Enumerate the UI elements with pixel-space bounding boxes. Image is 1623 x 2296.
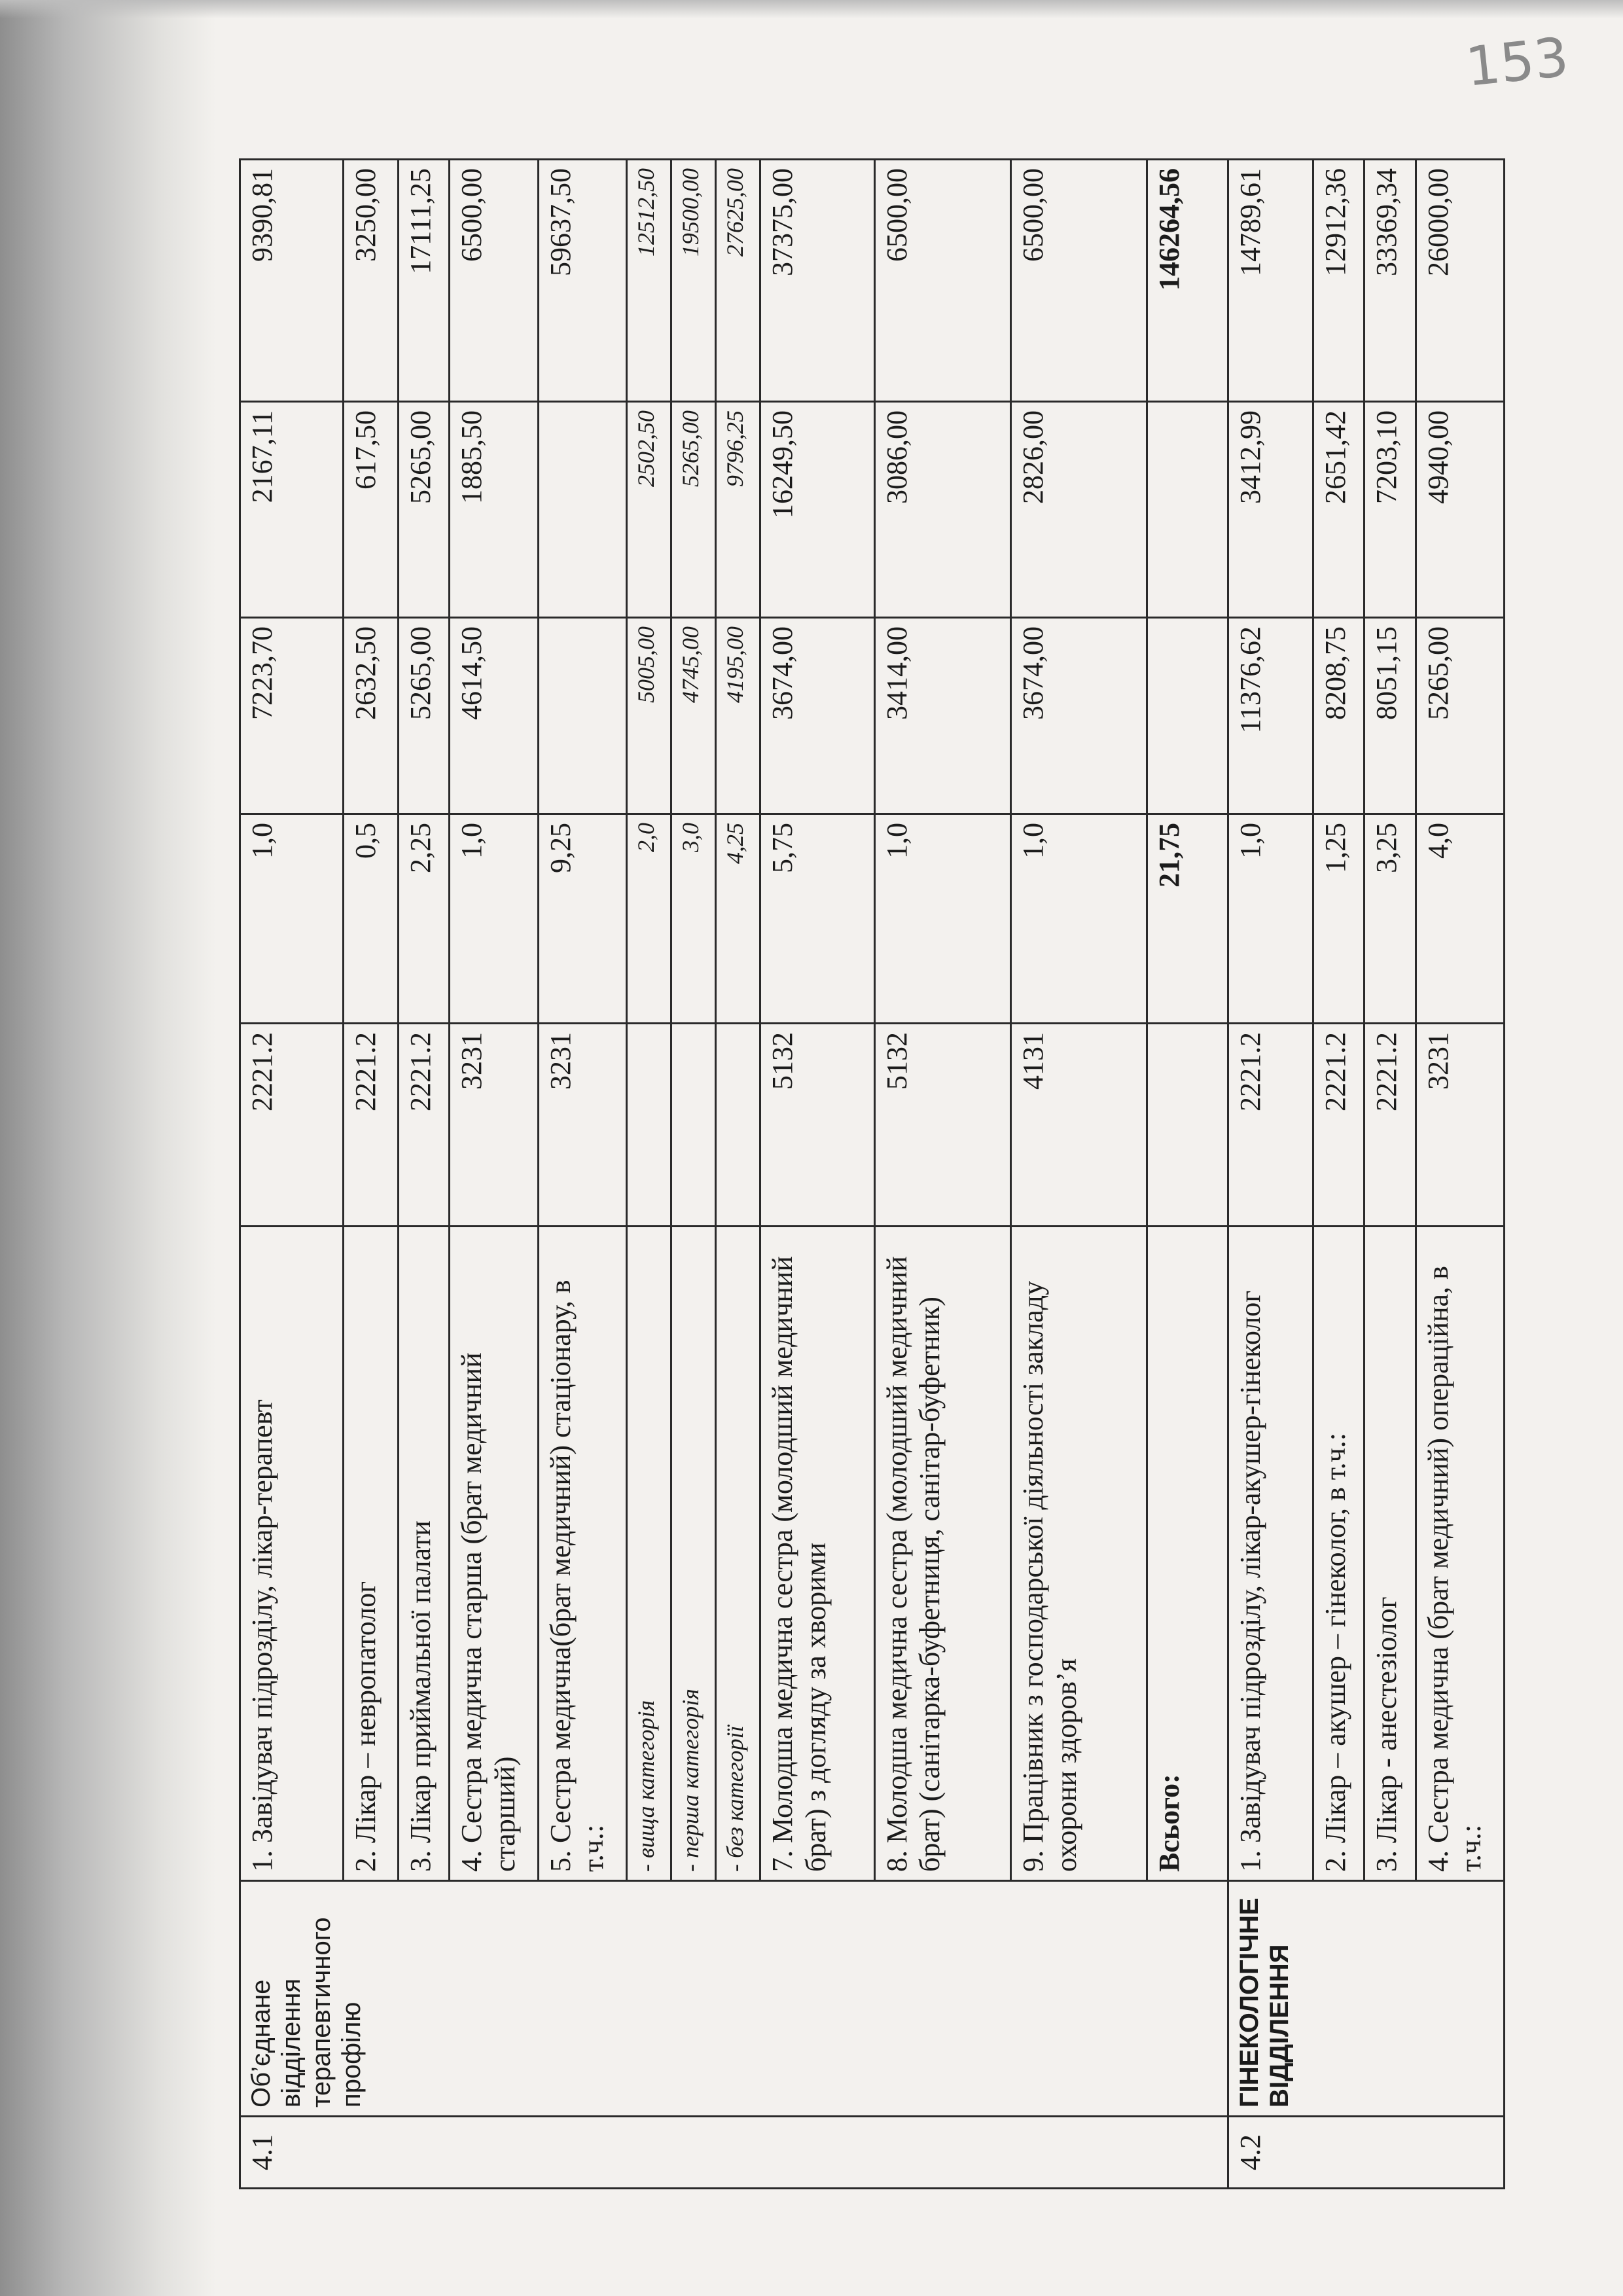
salary-value: 8208,75 [1313, 618, 1364, 814]
allowance-value: 2167,11 [240, 402, 344, 618]
total-value: 9390,81 [240, 160, 344, 402]
staff-units: 1,0 [240, 814, 344, 1024]
allowance-value [538, 402, 626, 618]
total-value: 37375,00 [760, 160, 875, 402]
allowance-value [1147, 402, 1228, 618]
salary-value [1147, 618, 1228, 814]
total-value: 6500,00 [874, 160, 1010, 402]
position-name: 4. Сестра медична (брат медичний) операційна, в т.ч.: [1416, 1227, 1504, 1881]
salary-value: 2632,50 [343, 618, 398, 814]
table-row [240, 160, 344, 2189]
allowance-value: 2502,50 [627, 402, 671, 618]
staff-units: 2,0 [627, 814, 671, 1024]
allowance-value: 16249,50 [760, 402, 875, 618]
position-name: - без категорії [716, 1227, 760, 1881]
total-value: 26000,00 [1416, 160, 1504, 402]
salary-value: 3414,00 [874, 618, 1010, 814]
staff-units: 9,25 [538, 814, 626, 1024]
total-value: 19500,00 [671, 160, 716, 402]
profession-code [671, 1024, 716, 1227]
scan-binding-shadow [0, 0, 216, 2296]
profession-code: 3231 [1416, 1024, 1504, 1227]
profession-code: 3231 [450, 1024, 538, 1227]
total-staff-units: 21,75 [1147, 814, 1228, 1024]
profession-code: 2221.2 [399, 1024, 450, 1227]
allowance-value: 3412,99 [1228, 402, 1313, 618]
profession-code: 5132 [760, 1024, 875, 1227]
position-name: 9. Працівник з господарської діяльності закладу охорони здоров’я [1011, 1227, 1147, 1881]
profession-code [627, 1024, 671, 1227]
profession-code [1147, 1024, 1228, 1227]
table-row [1228, 160, 1313, 2189]
profession-code: 2221.2 [343, 1024, 398, 1227]
salary-value: 7223,70 [240, 618, 344, 814]
position-name: - вища категорія [627, 1227, 671, 1881]
allowance-value: 5265,00 [671, 402, 716, 618]
position-name: 2. Лікар – акушер – гінеколог, в т.ч.: [1313, 1227, 1364, 1881]
position-name: 3. Лікар - анестезіолог [1364, 1227, 1416, 1881]
department-name: ГІНЕКОЛОГІЧНЕ ВІДДІЛЕННЯ [1228, 1881, 1505, 2117]
position-name: 7. Молодша медична сестра (молодший медичний брат) з догляду за хворими [760, 1227, 875, 1881]
total-value: 33369,34 [1364, 160, 1416, 402]
staff-units: 4,25 [716, 814, 760, 1024]
total-value: 6500,00 [450, 160, 538, 402]
allowance-value: 2651,42 [1313, 402, 1364, 618]
staff-units: 1,0 [874, 814, 1010, 1024]
position-name: 2. Лікар – невропатолог [343, 1227, 398, 1881]
total-value: 6500,00 [1011, 160, 1147, 402]
salary-value: 4614,50 [450, 618, 538, 814]
staff-units: 1,0 [450, 814, 538, 1024]
salary-value: 3674,00 [1011, 618, 1147, 814]
profession-code: 4131 [1011, 1024, 1147, 1227]
staff-units: 5,75 [760, 814, 875, 1024]
department-name: Об’єднане відділення терапевтичного профілю [240, 1881, 1228, 2117]
profession-code: 2221.2 [240, 1024, 344, 1227]
salary-value: 3674,00 [760, 618, 875, 814]
position-name: 4. Сестра медична старша (брат медичний старший) [450, 1227, 538, 1881]
profession-code: 2221.2 [1228, 1024, 1313, 1227]
salary-value: 5005,00 [627, 618, 671, 814]
total-value: 12512,50 [627, 160, 671, 402]
allowance-value: 5265,00 [399, 402, 450, 618]
allowance-value: 4940,00 [1416, 402, 1504, 618]
profession-code: 2221.2 [1364, 1024, 1416, 1227]
position-name: 8. Молодша медична сестра (молодший медичний брат) (санітарка-буфетниця, санітар-буфетник) [874, 1227, 1010, 1881]
total-value: 14789,61 [1228, 160, 1313, 402]
salary-value: 4745,00 [671, 618, 716, 814]
total-label: Всього: [1147, 1227, 1228, 1881]
staff-units: 0,5 [343, 814, 398, 1024]
allowance-value: 617,50 [343, 402, 398, 618]
grand-total-value: 146264,56 [1147, 160, 1228, 402]
allowance-value: 9796,25 [716, 402, 760, 618]
allowance-value: 1885,50 [450, 402, 538, 618]
staff-units: 2,25 [399, 814, 450, 1024]
position-name: - перша категорія [671, 1227, 716, 1881]
salary-value: 5265,00 [399, 618, 450, 814]
profession-code [716, 1024, 760, 1227]
section-number: 4.2 [1228, 2117, 1505, 2189]
rotated-table-wrapper [239, 160, 1505, 2189]
scan-top-shadow [0, 0, 1623, 18]
total-value: 17111,25 [399, 160, 450, 402]
salary-value [538, 618, 626, 814]
position-name: 1. Завідувач підрозділу, лікар-терапевт [240, 1227, 344, 1881]
total-value: 27625,00 [716, 160, 760, 402]
profession-code: 3231 [538, 1024, 626, 1227]
salary-value: 4195,00 [716, 618, 760, 814]
staff-units: 1,25 [1313, 814, 1364, 1024]
profession-code: 2221.2 [1313, 1024, 1364, 1227]
total-value: 12912,36 [1313, 160, 1364, 402]
allowance-value: 7203,10 [1364, 402, 1416, 618]
staffing-table-body [240, 160, 1505, 2189]
staff-units: 4,0 [1416, 814, 1504, 1024]
section-number: 4.1 [240, 2117, 1228, 2189]
staff-units: 1,0 [1228, 814, 1313, 1024]
salary-value: 11376,62 [1228, 618, 1313, 814]
allowance-value: 3086,00 [874, 402, 1010, 618]
staff-units: 1,0 [1011, 814, 1147, 1024]
staff-units: 3,0 [671, 814, 716, 1024]
handwritten-page-number: 153 [1463, 26, 1572, 99]
profession-code: 5132 [874, 1024, 1010, 1227]
position-name: 3. Лікар приймальної палати [399, 1227, 450, 1881]
total-value: 59637,50 [538, 160, 626, 402]
total-value: 3250,00 [343, 160, 398, 402]
staff-units: 3,25 [1364, 814, 1416, 1024]
salary-value: 8051,15 [1364, 618, 1416, 814]
position-name: 5. Сестра медична(брат медичний) стаціонару, в т.ч.: [538, 1227, 626, 1881]
staffing-table [239, 158, 1505, 2189]
allowance-value: 2826,00 [1011, 402, 1147, 618]
position-name: 1. Завідувач підрозділу, лікар-акушер-гінеколог [1228, 1227, 1313, 1881]
salary-value: 5265,00 [1416, 618, 1504, 814]
